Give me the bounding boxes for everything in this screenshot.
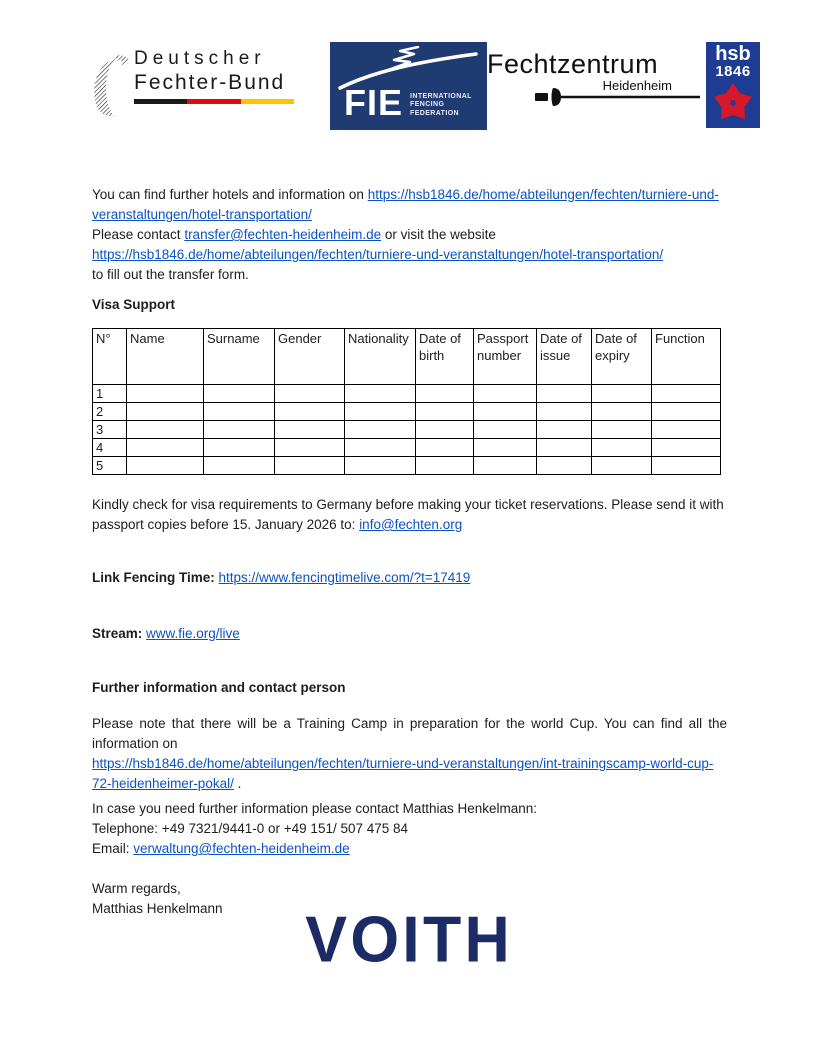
logo-header (0, 0, 818, 130)
stream-link[interactable]: www.fie.org/live (146, 626, 240, 641)
fechtzentrum-subtitle: Heidenheim (602, 78, 672, 93)
german-flag-bar (134, 99, 294, 104)
stream-line (92, 624, 727, 644)
empty-cell (537, 421, 592, 439)
empty-cell (592, 421, 652, 439)
visa-note-paragraph (92, 495, 727, 535)
further-info-heading: Further information and contact person (92, 680, 346, 695)
hotels-paragraph (92, 185, 727, 285)
hsb-logo-line2: 1846 (715, 63, 751, 80)
dfb-logo-line2: Fechter-Bund (134, 71, 286, 94)
closing-signature: Matthias Henkelmann (92, 901, 223, 916)
training-camp-paragraph (92, 714, 727, 794)
empty-cell (416, 403, 474, 421)
table-row (93, 439, 721, 457)
fie-subtext: INTERNATIONAL FENCING FEDERATION (410, 92, 472, 117)
hotels-text-2: Please contact (92, 227, 185, 242)
empty-cell (474, 403, 537, 421)
empty-cell (127, 439, 204, 457)
visa-support-heading: Visa Support (92, 297, 176, 312)
visa-note-text: Kindly check for visa requirements to Germany before making your ticket reservations. Please send it with passport copies before 15. January 2026 to: (92, 497, 724, 532)
empty-cell (204, 457, 275, 475)
empty-cell (275, 421, 345, 439)
row-number-cell: 3 (93, 421, 127, 439)
transfer-email-link[interactable]: transfer@fechten-heidenheim.de (184, 227, 382, 242)
telephone-line: Telephone: +49 7321/9441-0 or +49 151/ 507 475 84 (92, 821, 409, 836)
fencing-time-label: Link Fencing Time: (92, 570, 219, 585)
table-row (93, 385, 721, 403)
col-header-passport-number: Passport number (474, 329, 537, 385)
col-header-function: Function (652, 329, 721, 385)
empty-cell (474, 421, 537, 439)
col-header-nationality: Nationality (345, 329, 416, 385)
training-camp-tail: . (233, 776, 242, 791)
contact-intro: In case you need further information please contact Matthias Henkelmann: (92, 801, 537, 816)
empty-cell (275, 385, 345, 403)
email-label: Email: (92, 841, 134, 856)
contact-paragraph (92, 799, 727, 859)
info-email-link[interactable]: info@fechten.org (359, 517, 463, 532)
table-row (93, 457, 721, 475)
row-number-cell: 1 (93, 385, 127, 403)
row-number-cell: 2 (93, 403, 127, 421)
hsb-star-emblem-icon (706, 81, 760, 129)
empty-cell (127, 403, 204, 421)
empty-cell (275, 457, 345, 475)
col-header-name: Name (127, 329, 204, 385)
empty-cell (474, 385, 537, 403)
hotels-text-1: You can find further hotels and information on (92, 187, 368, 202)
empty-cell (345, 421, 416, 439)
empty-cell (345, 385, 416, 403)
table-row (93, 403, 721, 421)
empty-cell (275, 439, 345, 457)
closing-regards: Warm regards, (92, 881, 181, 896)
dfb-logo (90, 48, 285, 126)
col-header-surname: Surname (204, 329, 275, 385)
hotel-transportation-link-1[interactable]: https://hsb1846.de/home/abteilungen/fechten/turniere-und-veranstaltungen/hotel-transportation/ (92, 187, 719, 222)
empty-cell (474, 457, 537, 475)
empty-cell (652, 439, 721, 457)
empty-cell (474, 439, 537, 457)
visa-support-table (92, 328, 721, 475)
row-number-cell: 5 (93, 457, 127, 475)
empty-cell (537, 457, 592, 475)
empty-cell (537, 403, 592, 421)
empty-cell (537, 385, 592, 403)
empty-cell (204, 421, 275, 439)
hotels-text-4: to fill out the transfer form. (92, 267, 249, 282)
training-camp-text: Please note that there will be a Training Camp in preparation for the world Cup. You can find all the information on (92, 716, 727, 751)
empty-cell (416, 457, 474, 475)
empty-cell (592, 385, 652, 403)
fencing-mask-icon (90, 54, 130, 126)
empty-cell (416, 421, 474, 439)
empty-cell (652, 385, 721, 403)
empty-cell (592, 457, 652, 475)
empty-cell (592, 403, 652, 421)
table-row (93, 421, 721, 439)
empty-cell (275, 403, 345, 421)
stream-label: Stream: (92, 626, 147, 641)
dfb-logo-line1: Deutscher (134, 48, 266, 69)
empty-cell (652, 403, 721, 421)
empty-cell (127, 421, 204, 439)
visa-table-header-row (93, 329, 721, 385)
col-header-date-of-issue: Date of issue (537, 329, 592, 385)
fie-acronym: FIE (344, 82, 404, 123)
empty-cell (416, 385, 474, 403)
empty-cell (652, 421, 721, 439)
empty-cell (345, 403, 416, 421)
col-header-date-of-birth: Date of birth (416, 329, 474, 385)
empty-cell (127, 385, 204, 403)
col-header-number: N° (93, 329, 127, 385)
fencing-time-link[interactable]: https://www.fencingtimelive.com/?t=17419 (218, 570, 471, 585)
empty-cell (416, 439, 474, 457)
empty-cell (127, 457, 204, 475)
document-body (0, 185, 818, 977)
row-number-cell: 4 (93, 439, 127, 457)
hotel-transportation-link-2[interactable]: https://hsb1846.de/home/abteilungen/fechten/turniere-und-veranstaltungen/hotel-transportation/ (92, 247, 664, 262)
empty-cell (537, 439, 592, 457)
fencing-time-line (92, 568, 727, 588)
fie-logo (330, 42, 487, 130)
hsb-logo (706, 42, 760, 128)
empty-cell (592, 439, 652, 457)
voith-logo-text: VOITH (305, 903, 514, 977)
empty-cell (204, 385, 275, 403)
hotels-text-3: or visit the website (381, 227, 496, 242)
empty-cell (204, 403, 275, 421)
col-header-date-of-expiry: Date of expiry (592, 329, 652, 385)
col-header-gender: Gender (275, 329, 345, 385)
hsb-logo-line1: hsb (715, 43, 751, 65)
empty-cell (345, 439, 416, 457)
epee-icon (535, 88, 700, 112)
verwaltung-email-link[interactable]: verwaltung@fechten-heidenheim.de (133, 841, 350, 856)
empty-cell (652, 457, 721, 475)
training-camp-link[interactable]: https://hsb1846.de/home/abteilungen/fechten/turniere-und-veranstaltungen/int-trainingscamp-world-cup-72-heidenheimer-pokal/ (92, 756, 714, 791)
empty-cell (204, 439, 275, 457)
fechtzentrum-logo (487, 50, 700, 104)
fechtzentrum-title: Fechtzentrum (487, 49, 659, 79)
empty-cell (345, 457, 416, 475)
